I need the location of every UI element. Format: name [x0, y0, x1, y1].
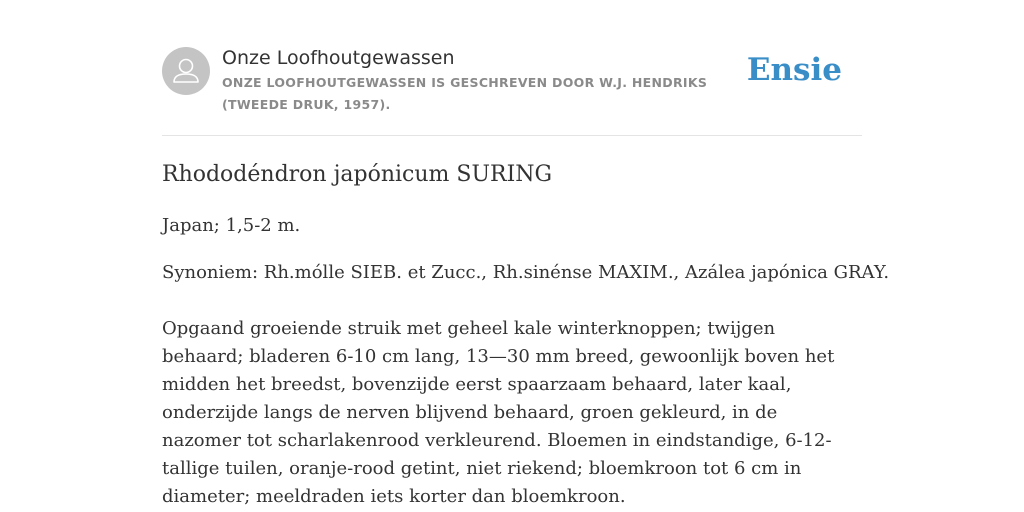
brand-logo[interactable]: Ensie	[746, 52, 842, 88]
entry-origin: Japan; 1,5-2 m.	[162, 215, 301, 236]
entry-content	[162, 158, 890, 512]
entry-term: Rhododéndron japónicum SURING	[162, 162, 553, 187]
entry-description: Opgaand groeiende struik met geheel kale winterknoppen; twijgen behaard; bladeren 6-10 cm lang, 13—30 mm breed, gewoonlijk boven het midden het breedst, bovenzijde eerst spaarzaam behaard, later kaal, onderzijde langs de nerven blijvend behaard, groen gekleurd, in de nazomer tot scharlakenrood verkleurend. Bloemen in eindstandige, 6-12-tallige tuilen, oranje-rood getint, niet riekend; bloemkroon tot 6 cm in diameter; meeldraden iets korter dan bloemkroon.	[162, 318, 835, 507]
source-header	[162, 44, 862, 136]
entry-synonyms: Synoniem: Rh.mólle SIEB. et Zucc., Rh.sinénse MAXIM., Azálea japónica GRAY.	[162, 262, 890, 283]
source-description: ONZE LOOFHOUTGEWASSEN IS GESCHREVEN DOOR W.J. HENDRIKS (TWEEDE DRUK, 1957).	[222, 75, 708, 112]
source-title[interactable]: Onze Loofhoutgewassen	[222, 47, 455, 69]
avatar	[162, 47, 210, 95]
user-silhouette-icon	[162, 47, 210, 95]
